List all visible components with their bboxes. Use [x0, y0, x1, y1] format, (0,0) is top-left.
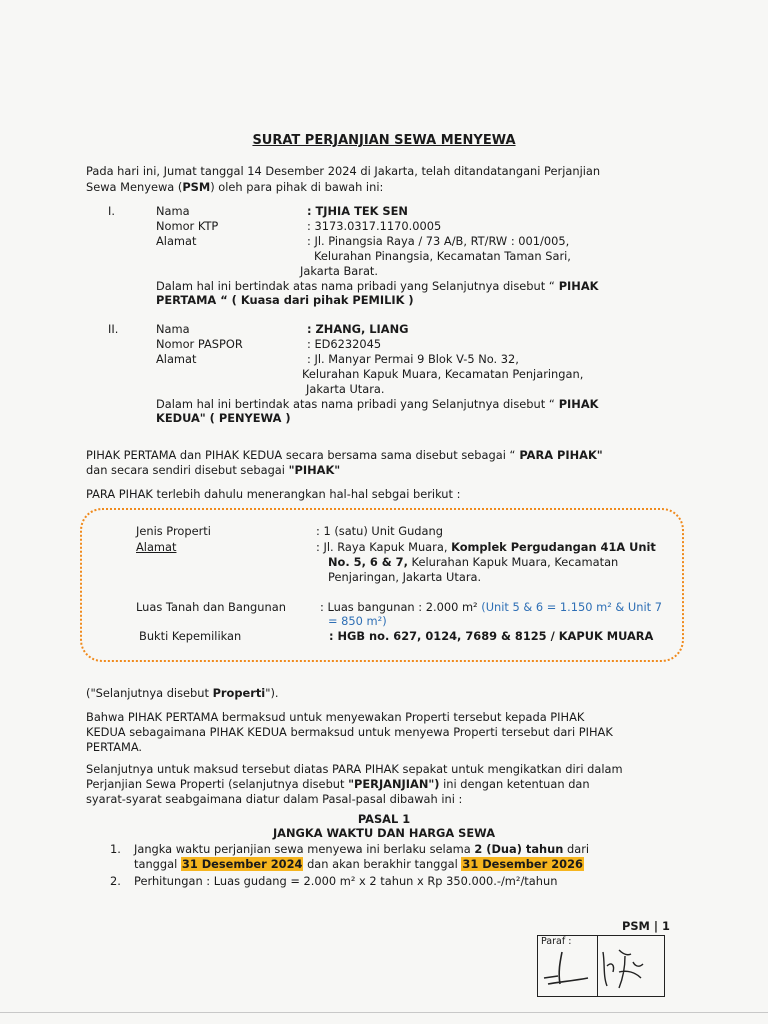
- intro-line-1: Pada hari ini, Jumat tanggal 14 Desember 2024 di Jakarta, telah ditandatangani Perjanjian: [86, 164, 601, 178]
- party2-address-label: Alamat: [156, 352, 197, 366]
- pasal-heading: PASAL 1: [357, 812, 411, 826]
- property-address-line-1: : Jl. Raya Kapuk Muara, Komplek Pergudangan 41A Unit: [316, 540, 656, 554]
- pasal-item-2-line: Perhitungan : Luas gudang = 2.000 m² x 2 tahun x Rp 350.000.-/m²/tahun: [134, 874, 558, 888]
- intro-line-2: Sewa Menyewa (PSM) oleh para pihak di bawah ini:: [86, 180, 384, 194]
- property-area-label: Luas Tanah dan Bangunan: [136, 600, 286, 614]
- party1-role-line-1: Dalam hal ini bertindak atas nama pribadi yang Selanjutnya disebut “ PIHAK: [156, 279, 599, 293]
- party2-address-line-3: Jakarta Utara.: [306, 382, 385, 396]
- party1-address-line-3: Jakarta Barat.: [300, 264, 379, 278]
- party1-number: I.: [108, 204, 115, 218]
- party2-id-value: : ED6232045: [307, 337, 382, 351]
- property-address-label: Alamat: [136, 540, 177, 554]
- party2-address-line-2: Kelurahan Kapuk Muara, Kecamatan Penjaringan,: [302, 367, 584, 381]
- party2-id-label: Nomor PASPOR: [156, 337, 243, 351]
- para-pihak-line-2: dan secara sendiri disebut sebagai "PIHAK": [86, 463, 341, 477]
- party2-address-line-1: : Jl. Manyar Permai 9 Blok V-5 No. 32,: [307, 352, 519, 366]
- property-type-label: Jenis Properti: [136, 524, 211, 538]
- initial-signature-1-icon: [538, 948, 596, 994]
- bahwa-line-1: Bahwa PIHAK PERTAMA bermaksud untuk menyewakan Properti tersebut kepada PIHAK: [86, 710, 585, 724]
- party1-id-label: Nomor KTP: [156, 219, 219, 233]
- start-date-highlight: 31 Desember 2024: [181, 857, 303, 871]
- party2-number: II.: [108, 322, 119, 336]
- party2-role-line-2: KEDUA" ( PENYEWA ): [156, 411, 291, 425]
- properti-definition: ("Selanjutnya disebut Properti").: [86, 686, 279, 700]
- party2-name-value: : ZHANG, LIANG: [307, 322, 409, 336]
- pasal-subheading: JANGKA WAKTU DAN HARGA SEWA: [272, 826, 496, 840]
- property-area-value: : Luas bangunan : 2.000 m² (Unit 5 & 6 = 1.150 m² & Unit 7: [320, 600, 662, 614]
- bahwa-line-2: KEDUA sebagaimana PIHAK KEDUA bermaksud untuk menyewa Properti tersebut dari PIHAK: [86, 725, 613, 739]
- initial-signature-2-icon: [597, 942, 661, 994]
- property-address-line-3: Penjaringan, Jakarta Utara.: [328, 570, 482, 584]
- property-address-line-2: No. 5, 6 & 7, Kelurahan Kapuk Muara, Kecamatan: [328, 555, 619, 569]
- paraf-label: Paraf :: [541, 936, 572, 947]
- pasal-item-1-line-1: Jangka waktu perjanjian sewa menyewa ini berlaku selama 2 (Dua) tahun dari: [134, 842, 590, 856]
- psm-term: PSM: [182, 180, 211, 194]
- party1-role-line-2: PERTAMA “ ( Kuasa dari pihak PEMILIK ): [156, 293, 414, 307]
- party1-id-value: : 3173.0317.1170.0005: [307, 219, 442, 233]
- party1-address-label: Alamat: [156, 234, 197, 248]
- para-pihak-line-3: PARA PIHAK terlebih dahulu menerangkan hal-hal sebgai berikut :: [86, 487, 461, 501]
- para-pihak-line-1: PIHAK PERTAMA dan PIHAK KEDUA secara bersama sama disebut sebagai “ PARA PIHAK": [86, 448, 603, 462]
- document-title: SURAT PERJANJIAN SEWA MENYEWA: [252, 133, 516, 148]
- party1-name-value: : TJHIA TEK SEN: [307, 204, 408, 218]
- property-area-value-cont: = 850 m²): [328, 614, 387, 628]
- pasal-item-1-line-2: tanggal 31 Desember 2024 dan akan berakhir tanggal 31 Desember 2026: [134, 857, 583, 871]
- property-proof-value: : HGB no. 627, 0124, 7689 & 8125 / KAPUK MUARA: [329, 629, 654, 643]
- property-proof-label: Bukti Kepemilikan: [139, 629, 242, 643]
- page-bottom-edge: [0, 1012, 768, 1013]
- party1-address-line-2: Kelurahan Pinangsia, Kecamatan Taman Sari,: [314, 249, 571, 263]
- agreement-line-3: syarat-syarat seabgaimana diatur dalam Pasal-pasal dibawah ini :: [86, 792, 463, 806]
- party2-role-line-1: Dalam hal ini bertindak atas nama pribadi yang Selanjutnya disebut “ PIHAK: [156, 397, 599, 411]
- agreement-line-2: Perjanjian Sewa Properti (selanjutnya disebut "PERJANJIAN") ini dengan ketentuan dan: [86, 777, 590, 791]
- agreement-line-1: Selanjutnya untuk maksud tersebut diatas PARA PIHAK sepakat untuk mengikatkan diri dalam: [86, 762, 623, 776]
- property-type-value: : 1 (satu) Unit Gudang: [316, 524, 443, 538]
- pasal-item-1-number: 1.: [110, 842, 121, 856]
- party2-name-label: Nama: [156, 322, 190, 336]
- page-footer-psm: PSM | 1: [622, 919, 670, 933]
- party1-name-label: Nama: [156, 204, 190, 218]
- party1-address-line-1: : Jl. Pinangsia Raya / 73 A/B, RT/RW : 001/005,: [307, 234, 570, 248]
- end-date-highlight: 31 Desember 2026: [462, 857, 583, 871]
- pasal-item-2-number: 2.: [110, 874, 121, 888]
- bahwa-line-3: PERTAMA.: [86, 740, 143, 754]
